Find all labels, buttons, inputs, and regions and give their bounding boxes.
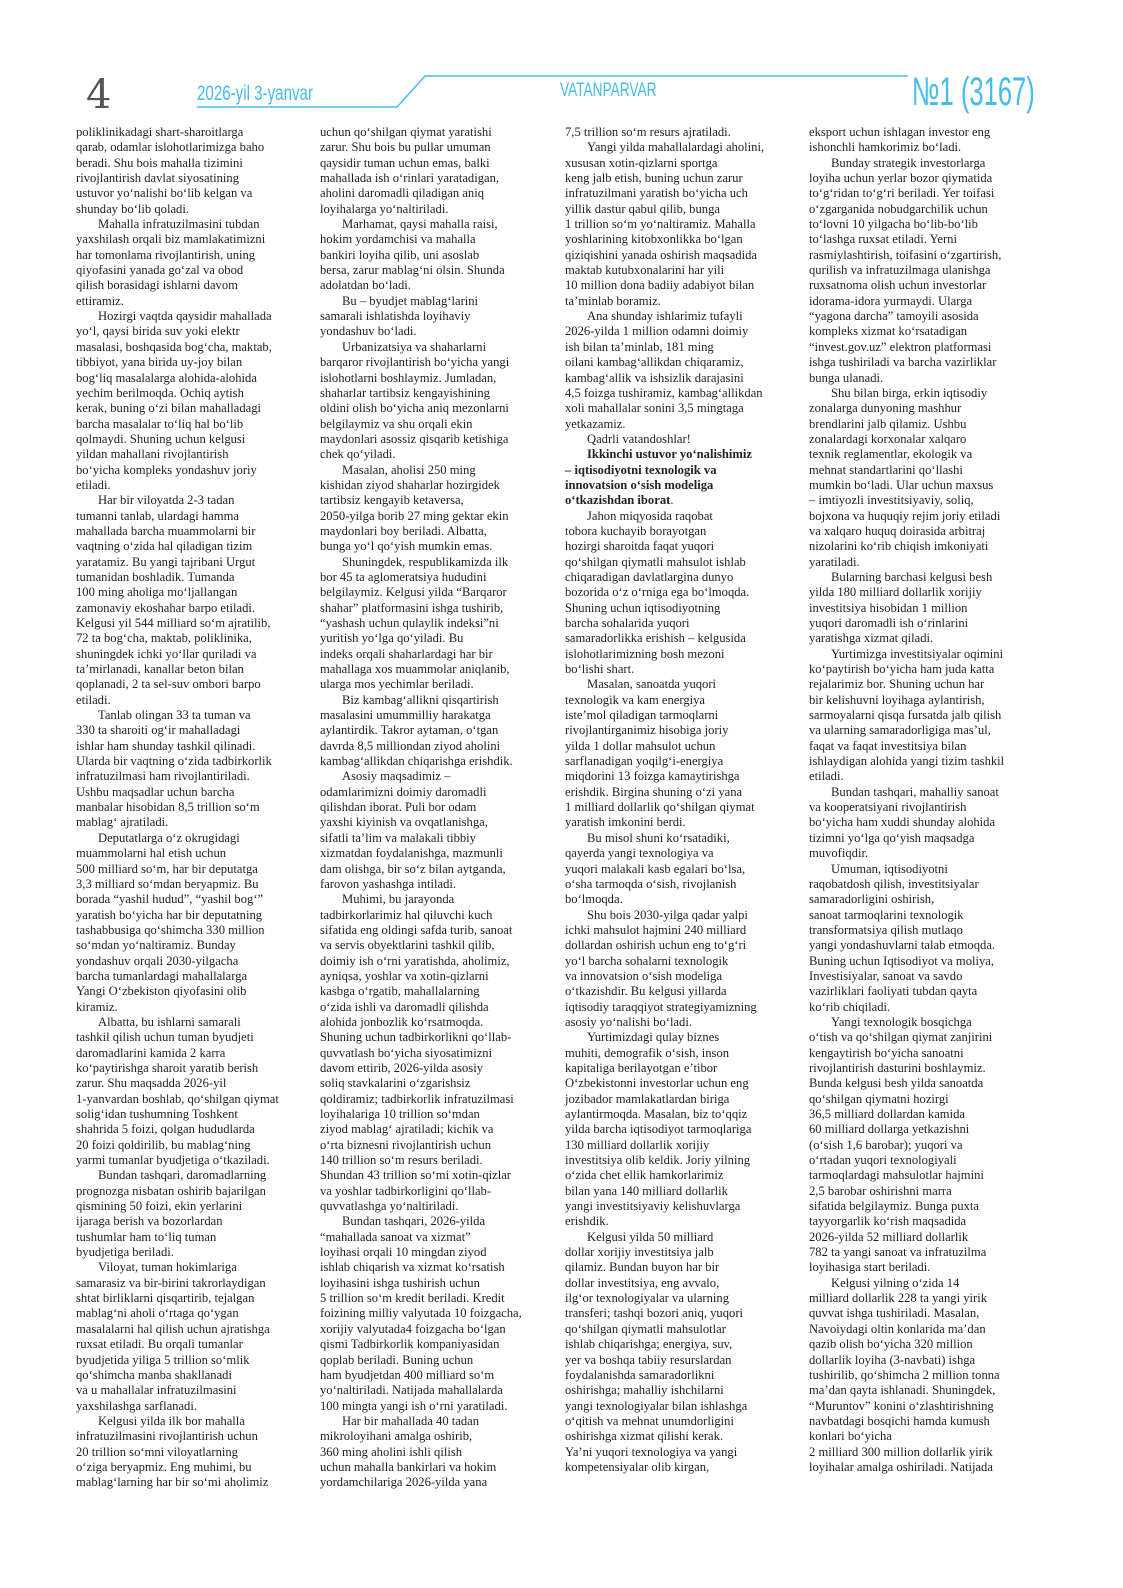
paragraph <box>320 693 556 770</box>
paragraph-text: Bunday strategik investorlarga loyiha uchun yerlar bozor qiymatida to‘g‘ridan to‘g‘ri beriladi. Yer toifasi o‘zgarganida nobudgarchilik uchun to‘lovni 10 yilgacha bo‘lib-bo‘lib to‘lashga ruxsat etiladi. Yerni rasmiylashtirish, toifasini o‘zgartirish, qurilish va infratuzilmaga ulanishga ruxsatnoma olish uchun investorlar idorama-idora yurmaydi. Ularga “yagona darcha” tamoyili asosida kompleks xizmat ko‘rsatadigan “invest.gov.uz” elektron platformasi ishga tushiriladi va barcha vazirliklar bunga ulanadi. <box>809 155 1002 385</box>
article-column-1 <box>76 125 312 1491</box>
paragraph-text: Har bir mahallada 40 tadan mikroloyihani amalga oshirib, 360 ming aholini ishli qilish uchun mahalla bankirlari va hokim yordamchilariga 2026-yilda yana <box>320 1413 497 1490</box>
paragraph-text: Urbanizatsiya va shaharlarni barqaror rivojlantirish bo‘yicha yangi islohotlarni boshlaymiz. Jumladan, shaharlar tartibsiz kengayishining oldini olish bo‘yicha aniq mezonlarni belgilaymiz va shu orqali ekin maydonlari asossiz qisqarib ketishiga chek qo‘yiladi. <box>320 339 510 462</box>
paragraph-text: Yangi yilda mahallalardagi aholini, xususan xotin-qizlarni sportga keng jalb etish, buning uchun zarur infratuzilmani yaratish bo‘yicha uch yillik dastur qabul qilib, bunga 1 trillion so‘m yo‘naltiramiz. Mahalla yoshlarining kitobxonlikka bo‘lgan qiziqishini yanada oshirish maqsadida maktab kutubxonalarini har yili 10 million dona badiiy adabiyot bilan ta’minlab boramiz. <box>565 140 765 308</box>
paragraph-text: Yurtimizdagi qulay biznes muhiti, demografik o‘sish, inson kapitaliga berilayotgan e’tibor O‘zbekistonni investorlar uchun eng jozibador mamlakatlardan biriga aylantirmoqda. Masalan, biz to‘qqiz yilda barcha iqtisodiyot tarmoqlariga 130 milliard dollarlik xorijiy investitsiya olib keldik. Joriy yilning o‘zida chet ellik hamkorlarimiz bilan yana 140 milliard dollarlik yangi investitsiyaviy kelishuvlarga erishdik. <box>565 1030 752 1229</box>
paragraph-text: uchun qo‘shilgan qiymat yaratishi zarur. Shu bois bu pullar umuman qaysidir tuman uchun emas, balki mahallada ish o‘rinlari yaratadigan, aholini daromadli qiladigan aniq loyihalarga yo‘naltiriladi. <box>320 125 500 216</box>
article-column-4 <box>809 125 1045 1475</box>
paragraph-text: Bu – byudjet mablag‘larini samarali ishlatishda loyihaviy yondashuv bo‘ladi. <box>320 293 479 339</box>
paragraph <box>565 140 801 309</box>
paragraph <box>76 493 312 708</box>
paragraph <box>809 785 1045 862</box>
paragraph-text: Bularning barchasi kelgusi besh yilda 180 milliard dollarlik xorijiy investitsiya hisobidan 1 million yuqori daromadli ish o‘rinlarini yaratishga xizmat qiladi. <box>809 569 993 646</box>
paragraph-text: Marhamat, qaysi mahalla raisi, hokim yordamchisi va mahalla bankiri loyiha qilib, uni asoslab bersa, zarur mablag‘ni olsin. Shunda adolatdan bo‘ladi. <box>320 217 505 293</box>
paragraph <box>565 1030 801 1229</box>
article-column-3 <box>565 125 801 1475</box>
paragraph <box>76 125 312 217</box>
paragraph-text: Yurtimizga investitsiyalar oqimini ko‘paytirish bo‘yicha ham juda katta rejalarimiz bor. Shuning uchun har bir kelishuvni loyihaga aylantirish, sarmoyalarni qisqa fursatda jalb qilish va ularning samaradorligiga mas’ul, faqat va faqat investitsiya bilan ishlaydigan alohida yangi tizim tashkil etiladi. <box>809 646 1005 784</box>
paragraph-text: Qadrli vatandoshlar! <box>587 431 691 446</box>
paragraph <box>565 125 801 140</box>
issue-number: №1 (3167) <box>912 70 1035 114</box>
paragraph-text: Asosiy maqsadimiz – odamlarimizni doimiy daromadli qilishdan iborat. Puli bor odam yaxshi kiyinish va ovqatlanishga, sifatli ta’lim va malakali tibbiy xizmatdan foydalanishga, mazmunli dam olishga, bir so‘z bilan aytganda, farovon yashashga intiladi. <box>320 769 506 891</box>
paragraph-text: poliklinikadagi shart-sharoitlarga qarab, odamlar islohotlarimizga baho beradi. Shu bois mahalla tizimini rivojlantirish davlat siyosatining ustuvor yo‘nalishi bo‘lib kelgan va shunday bo‘lib qoladi. <box>76 125 265 216</box>
paragraph-text: Ana shunday ishlarimiz tufayli 2026-yilda 1 million odamni doimiy ish bilan ta’minlab, 181 ming oilani kambag‘allikdan chiqaramiz, kambag‘allik va ishsizlik darajasini 4,5 foizga tushiramiz, kambag‘allikdan xoli mahallalar sonini 3,5 mingtaga yetkazamiz. <box>565 309 763 431</box>
paragraph-text: Masalan, sanoatda yuqori texnologik va kam energiya iste’mol qiladigan tarmoqlarni rivojlantirganimiz hisobiga joriy yilda 1 dollar mahsulot uchun sarflanadigan yoqilg‘i-energiya miqdorini 13 foizga kamaytirishga erishdik. Birgina shuning o‘zi yana 1 milliard dollarlik qo‘shilgan qiymat yaratish imkonini berdi. <box>565 677 755 830</box>
article-column-2 <box>320 125 556 1491</box>
paragraph <box>76 1168 312 1260</box>
paragraph <box>809 125 1045 156</box>
paragraph-text: Kelgusi yilda 50 milliard dollar xorijiy investitsiya jalb qilamiz. Bundan buyon har bir dollar investitsiya, eng avvalo, ilg‘or texnologiyalar va ularning transferi; tashqi bozori aniq, yuqori qo‘shilgan qiymatli mahsulotlar ishlab chiqarishga; energiya, suv, yer va boshqa tabiiy resurslardan foydalanishda samaradorlikni oshirishga; mahalliy ishchilarni yangi texnologiyalar bilan ishlashga o‘qitish va mehnat unumdorligini oshirishga xizmat qilishi kerak. Ya’ni yuqori texnologiya va yangi kompetensiyalar olib kirgan, <box>565 1229 748 1474</box>
paragraph <box>565 677 801 830</box>
paragraph <box>809 647 1045 785</box>
paragraph-text: Bundan tashqari, daromadlarning prognozga nisbatan oshirib bajarilgan qismining 50 foizi, ekin yerlarini ijaraga berish va bozorlardan tushumlar ham to‘liq tuman byudjetiga beriladi. <box>76 1168 267 1260</box>
paragraph-text: Shu bilan birga, erkin iqtisodiy zonalarga dunyoning mashhur brendlarini jalb qilamiz. Ushbu zonalardagi korxonalar xalqaro texnik reglamentlar, ekologik va mehnat standartlarini qo‘llashi mumkin bo‘ladi. Ular uchun maxsus – imtiyozli investitsiyaviy, soliq, bojxona va huquqiy rejim joriy etiladi va xalqaro huquq doirasida arbitraj nizolarini ko‘rib chiqish imkoniyati yaratiladi. <box>809 385 1001 569</box>
paragraph <box>320 892 556 1214</box>
paragraph <box>809 862 1045 1015</box>
paragraph <box>565 831 801 908</box>
paragraph-text: eksport uchun ishlagan investor eng ishonchli hamkorimiz bo‘ladi. <box>809 125 991 155</box>
paragraph <box>320 1414 556 1491</box>
paragraph-text: Shu bois 2030-yilga qadar yalpi ichki mahsulot hajmini 240 milliard dollardan oshirish uchun eng to‘g‘ri yo‘l barcha sohalarni texnologik va innovatsion o‘sish modeliga o‘tkazishdir. Bu kelgusi yillarda iqtisodiy taraqqiyot strategiyamizning asosiy yo‘nalishi bo‘ladi. <box>565 907 757 1029</box>
paragraph <box>320 294 556 340</box>
paragraph <box>76 708 312 831</box>
paragraph-text: Hozirgi vaqtda qaysidir mahallada yo‘l, qaysi birida suv yoki elektr masalasi, boshqasida bog‘cha, maktab, tibbiyot, yana birida uy-joy bilan bog‘liq masalalarga alohida-alohida yechim berilmoqda. Ochiq aytish kerak, buning o‘zi bilan mahalladagi barcha masalalar to‘liq hal bo‘lib qolmaydi. Shuning uchun kelgusi yildan mahallani rivojlantirish bo‘yicha kompleks yondashuv joriy etiladi. <box>76 309 272 492</box>
paragraph-text: Bu misol shuni ko‘rsatadiki, qayerda yangi texnologiya va yuqori malakali kasb egalari bo‘lsa, o‘sha tarmoqda o‘sish, rivojlanish bo‘lmoqda. <box>565 830 746 907</box>
paragraph-text: . <box>670 493 674 508</box>
paragraph <box>320 340 556 463</box>
paragraph <box>76 217 312 309</box>
paragraph-text: Albatta, bu ishlarni samarali tashkil qilish uchun tuman byudjeti daromadlarini kamida 2 karra ko‘paytirishga sharoit yaratib berish zarur. Shu maqsadda 2026-yil 1-yanvardan boshlab, qo‘shilgan qiymat solig‘idan tushumning Toshkent shahrida 5 foizi, qolgan hududlarda 20 foizi qoldirilib, bu mablag‘ning yarmi tumanlar byudjetiga o‘tkaziladi. <box>76 1014 279 1168</box>
paragraph <box>809 570 1045 647</box>
paragraph <box>76 309 312 493</box>
paragraph-text: Muhimi, bu jarayonda tadbirkorlarimiz hal qiluvchi kuch sifatida eng oldingi safda turib, sanoat va servis obyektlarini tashkil qilib, doimiy ish o‘rni yaratishda, aholimiz, ayniqsa, yoshlar va xotin-qizlarni kasbga o‘rgatib, mahallalarning o‘zida ishli va daromadli qilishda alohida jonbozlik ko‘rsatmoqda. Shuning uchun tadbirkorlikni qo‘llab- quvvatlash bo‘yicha siyosatimizni davom ettirib, 2026-yilda asosiy soliq stavkalarini o‘zgarishsiz qoldiramiz; tadbirkorlik infratuzilmasi loyihalariga 10 trillion so‘mdan ziyod mablag‘ ajratiladi; kichik va o‘rta biznesni rivojlantirish uchun 140 trillion so‘m resurs beriladi. Shundan 43 trillion so‘mi xotin-qizlar va yoshlar tadbirkorligini qo‘llab- quvvatlashga yo‘naltiriladi. <box>320 892 514 1214</box>
paragraph <box>565 509 801 678</box>
paragraph <box>320 769 556 892</box>
newspaper-name: VATANPARVAR <box>560 80 657 101</box>
paragraph-text: Kelgusi yilda ilk bor mahalla infratuzilmasini rivojlantirish uchun 20 trillion so‘mni viloyatlarning o‘ziga beryapmiz. Eng muhimi, bu mablag‘larning har bir so‘mi aholimiz <box>76 1413 269 1490</box>
issue-date: 2026-yil 3-yanvar <box>197 82 313 105</box>
paragraph-text: Jahon miqyosida raqobat tobora kuchayib borayotgan hozirgi sharoitda faqat yuqori qo‘shilgan qiymatli mahsulot ishlab chiqaradigan davlatlargina dunyo bozorida o‘z o‘rniga ega bo‘lmoqda. Shuning uchun iqtisodiyotning barcha sohalarida yuqori samaradorlikka erishish – kelgusida islohotlarimizning bosh mezoni bo‘lishi shart. <box>565 508 750 677</box>
page-number: 4 <box>86 72 112 118</box>
paragraph <box>320 463 556 555</box>
paragraph-text: Mahalla infratuzilmasini tubdan yaxshilash orqali biz mamlakatimizni har tomonlama rivojlantirish, uning qiyofasini yanada go‘zal va obod qilish borasidagi ishlarni davom ettiramiz. <box>76 217 266 308</box>
paragraph <box>76 831 312 1015</box>
paragraph <box>565 432 801 447</box>
paragraph-text: Masalan, aholisi 250 ming kishidan ziyod shaharlar hozirgidek tartibsiz kengayib ketaversa, 2050-yilga borib 27 ming gektar ekin maydonlari boy beriladi. Albatta, bunga yo‘l qo‘yish mumkin emas. <box>320 462 509 554</box>
paragraph-text: Umuman, iqtisodiyotni raqobatdosh qilish, investitsiyalar samaradorligini oshirish, sanoat tarmoqlarini texnologik transformatsiya qilish mutlaqo yangi yondashuvlarni talab etmoqda. Buning uchun Iqtisodiyot va moliya, Investisiyalar, sanoat va savdo vazirliklari faoliyati tubdan qayta ko‘rib chiqiladi. <box>809 861 996 1014</box>
paragraph-text: Kelgusi yilning o‘zida 14 milliard dollarlik 228 ta yangi yirik quvvat ishga tushiriladi. Masalan, Navoiydagi oltin konlarida ma’dan qazib olish bo‘yicha 320 million dollarlik loyiha (3-navbati) ishga tushirilib, qo‘shimcha 2 million tonna ma’dan qayta ishlanadi. Shuningdek, “Muruntov” konini o‘zlashtirishning navbatdagi bosqichi hamda kumush konlari bo‘yicha 2 milliard 300 million dollarlik yirik loyihalar amalga oshiriladi. Natijada <box>809 1275 1000 1474</box>
paragraph <box>565 908 801 1031</box>
paragraph-text: Yangi texnologik bosqichga o‘tish va qo‘shilgan qiymat zanjirini kengaytirish bo‘yicha sanoatni rivojlantirish dasturini boshlaymiz. Bunda kelgusi besh yilda sanoatda qo‘shilgan qiymatni hozirgi 36,5 milliard dollardan kamida 60 milliard dollarga yetkazishni (o‘sish 1,6 barobar); yuqori va o‘rtadan yuqori texnologiyali tarmoqlardagi mahsulotlar hajmini 2,5 barobar oshirishni marra sifatida belgilaymiz. Bunga puxta tayyorgarlik ko‘rish maqsadida 2026-yilda 52 milliard dollarlik 782 ta yangi sanoat va infratuzilma loyihasiga start beriladi. <box>809 1014 993 1275</box>
paragraph <box>320 125 556 217</box>
paragraph <box>565 309 801 432</box>
paragraph <box>76 1414 312 1491</box>
paragraph-text: 7,5 trillion so‘m resurs ajratiladi. <box>565 125 731 139</box>
paragraph <box>565 447 801 508</box>
paragraph-text: Bundan tashqari, mahalliy sanoat va kooperatsiyani rivojlantirish bo‘yicha ham xuddi shunday alohida tizimni yo‘lga qo‘yish maqsadga muvofiqdir. <box>809 784 999 861</box>
paragraph-text: Deputatlarga o‘z okrugidagi muammolarni hal etish uchun 500 milliard so‘m, har bir deputatga 3,3 milliard so‘mdan beryapmiz. Bu borada “yashil hudud”, “yashil bog‘” yaratish bo‘yicha har bir deputatning tashabbusiga qo‘shimcha 330 million so‘mdan yo‘naltiramiz. Bunday yondashuv orqali 2030-yilgacha barcha tumanlardagi mahallalarga Yangi O‘zbekiston qiyofasini olib kiramiz. <box>76 830 265 1014</box>
paragraph <box>809 1276 1045 1475</box>
paragraph <box>76 1015 312 1168</box>
paragraph-text: Tanlab olingan 33 ta tuman va 330 ta sharoiti og‘ir mahalladagi ishlar ham shunday tashkil qilinadi. Ularda bir vaqtning o‘zida tadbirkorlik infratuzilmasi ham rivojlantiriladi. Ushbu maqsadlar uchun barcha manbalar hisobidan 8,5 trillion so‘m mablag‘ ajratiladi. <box>76 708 272 830</box>
paragraph <box>809 156 1045 386</box>
paragraph-text: Har bir viloyatda 2-3 tadan tumanni tanlab, ulardagi hamma mahallada barcha muammolarni bir vaqtning o‘zida hal qiladigan tizim yaratamiz. Bu yangi tajribani Urgut tumanidan boshladik. Tumanda 100 ming aholiga mo‘ljallangan zamonaviy ekoshahar barpo etiladi. Kelgusi yil 544 milliard so‘m ajratilib, 72 ta bog‘cha, maktab, poliklinika, shuningdek ichki yo‘llar quriladi va ta’mirlanadi, kanallar beton bilan qoplanadi, 2 ta sel-suv ombori barpo etiladi. <box>76 493 271 707</box>
paragraph <box>809 1015 1045 1276</box>
paragraph <box>76 1260 312 1413</box>
header-rule <box>0 0 1123 130</box>
paragraph <box>320 555 556 693</box>
paragraph <box>809 386 1045 570</box>
paragraph-text: Biz kambag‘allikni qisqartirish masalasini umummilliy harakatga aylantirdik. Takror aytaman, o‘tgan davrda 8,5 milliondan ziyod aholini kambag‘allikdan chiqarishga erishdik. <box>320 692 513 769</box>
paragraph-text: Bundan tashqari, 2026-yilda “mahallada sanoat va xizmat” loyihasi orqali 10 mingdan ziyod ishlab chiqarish va xizmat ko‘rsatish loyihasini ishga tushirish uchun 5 trillion so‘m kredit beriladi. Kredit foizining milliy valyutada 10 foizgacha, xorijiy valyutada4 foizgacha bo‘lgan qismi Tadbirkorlik kompaniyasidan qoplab beriladi. Buning uchun ham byudjetdan 400 milliard so‘m yo‘naltiriladi. Natijada mahallalarda 100 mingta yangi ish o‘rni yaratiladi. <box>320 1214 522 1413</box>
paragraph-text: Shuningdek, respublikamizda ilk bor 45 ta aglomeratsiya hududini belgilaymiz. Kelgusi yilda “Barqaror shahar” platformasini ishga tushirib, “yashash uchun qulaylik indeksi”ni yuritish yo‘lga qo‘yiladi. Bu indeks orqali shaharlardagi har bir mahallaga xos muammolar aniqlanib, ularga mos yechimlar beriladi. <box>320 554 510 692</box>
paragraph-text: Viloyat, tuman hokimlariga samarasiz va bir-birini takrorlaydigan shtat birliklarni qisqartirib, tejalgan mablag‘ni aholi o‘rtaga qo‘ygan masalalarni hal qilish uchun ajratishga ruxsat etiladi. Bu orqali tumanlar byudjetida yiliga 5 trillion so‘mlik qo‘shimcha manba shakllanadi va u mahallalar infratuzilmasini yaxshilashga sarflanadi. <box>76 1260 270 1413</box>
bold-heading-text: Ikkinchi ustuvor yo‘nalishimiz – iqtisodiyotni texnologik va innovatsion o‘sish modeliga o‘tkazishdan iborat <box>565 447 752 508</box>
paragraph <box>320 217 556 294</box>
paragraph <box>565 1230 801 1476</box>
paragraph <box>320 1214 556 1413</box>
